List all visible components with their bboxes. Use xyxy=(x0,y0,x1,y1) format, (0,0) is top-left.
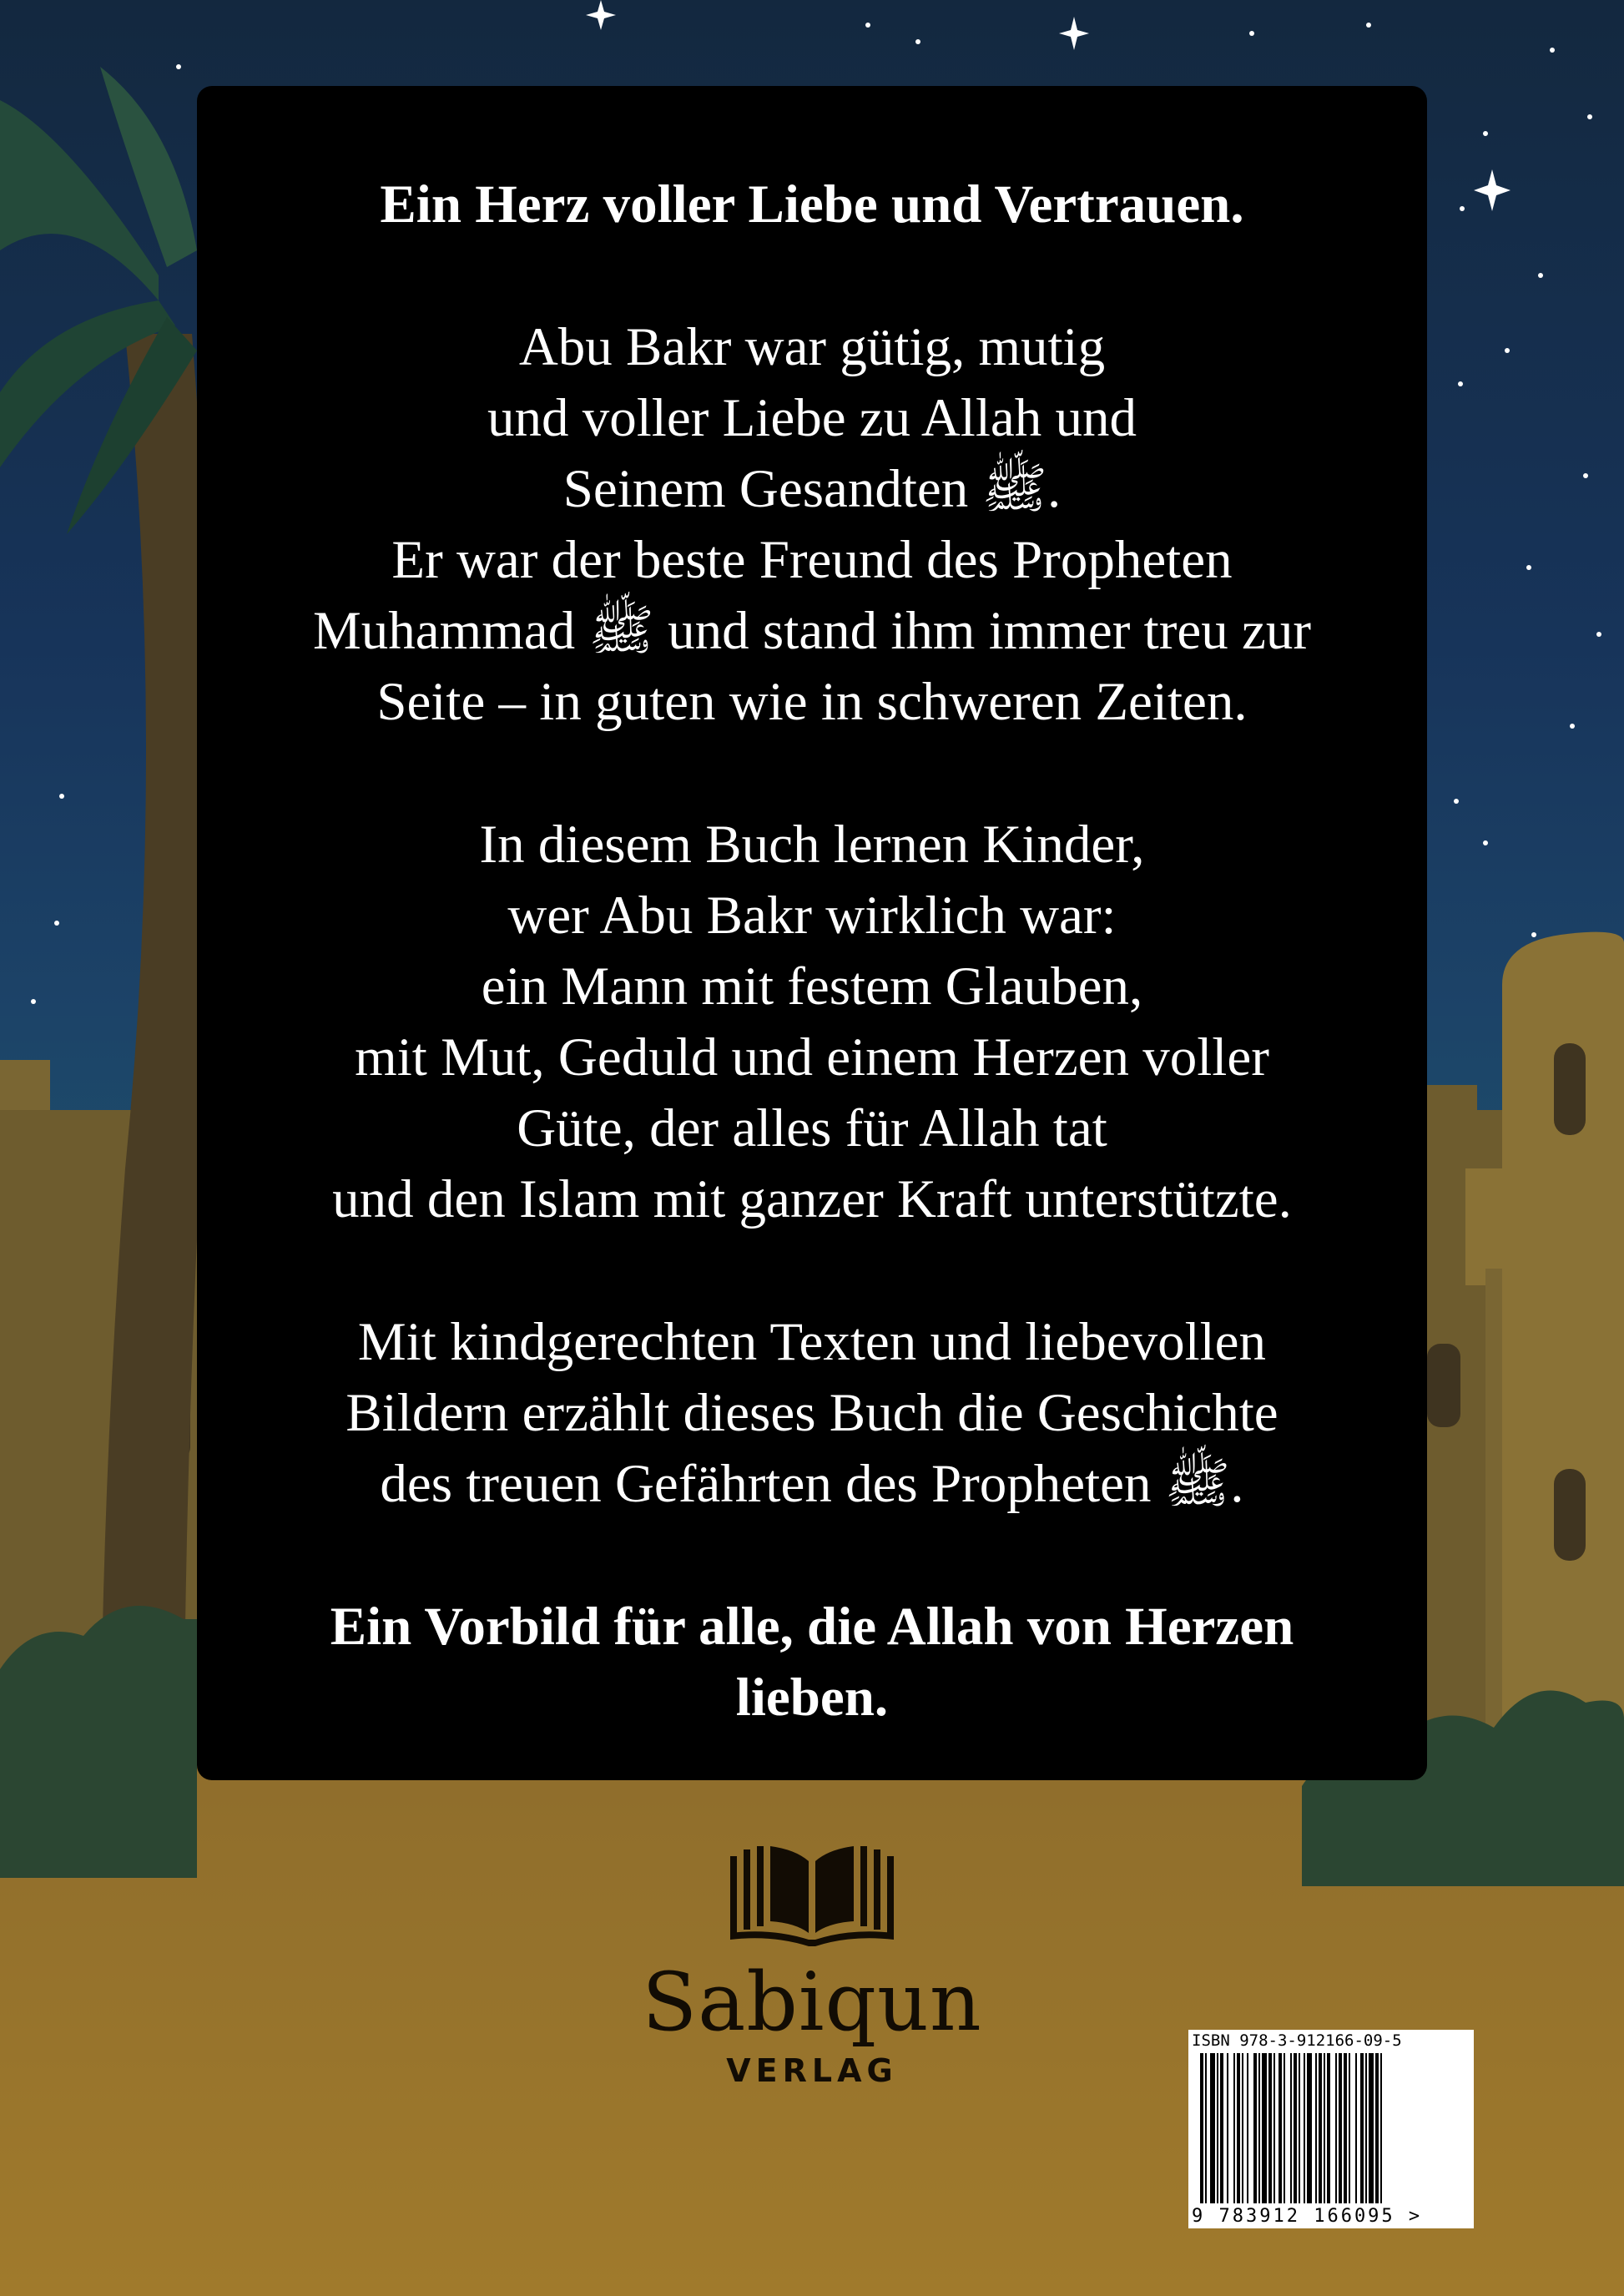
blurb-line: Bildern erzählt dieses Buch die Geschichte xyxy=(345,1383,1279,1443)
blurb-line: Güte, der alles für Allah tat xyxy=(517,1098,1107,1158)
blurb-closing xyxy=(330,1592,1294,1733)
blurb-line: Mit kindgerechten Texten und liebevollen xyxy=(357,1312,1267,1372)
blurb-paragraph-3 xyxy=(345,1307,1278,1520)
blurb-closing-line: Ein Vorbild für alle, die Allah von Herzen xyxy=(330,1597,1294,1657)
blurb-line: des treuen Gefährten des Propheten ﷺ. xyxy=(380,1454,1244,1514)
blurb-headline: Ein Herz voller Liebe und Vertrauen. xyxy=(380,174,1244,235)
barcode-bars xyxy=(1188,2030,1474,2228)
blurb-line: Seinem Gesandten ﷺ. xyxy=(562,459,1062,519)
blurb-line: Er war der beste Freund des Propheten xyxy=(391,530,1233,590)
blurb-line: wer Abu Bakr wirklich war: xyxy=(507,886,1117,946)
blurb-line: Abu Bakr war gütig, mutig xyxy=(518,317,1106,377)
isbn-digits: 9 783912 166095 > xyxy=(1192,2206,1423,2227)
blurb-line: mit Mut, Geduld und einem Herzen voller xyxy=(355,1027,1269,1087)
star-icon xyxy=(1474,169,1511,211)
blurb-line: ein Mann mit festem Glauben, xyxy=(481,956,1143,1017)
blurb-line: und voller Liebe zu Allah und xyxy=(487,388,1137,448)
blurb-line: Seite – in guten wie in schweren Zeiten. xyxy=(376,672,1248,732)
publisher-subtitle: VERLAG xyxy=(726,2052,898,2089)
star-icon xyxy=(1059,17,1089,50)
blurb-closing-line: lieben. xyxy=(735,1668,889,1728)
star-icon xyxy=(586,0,616,30)
isbn-label: ISBN 978-3-912166-09-5 xyxy=(1192,2031,1402,2050)
publisher-logo xyxy=(642,1846,982,2090)
blurb-line: und den Islam mit ganzer Kraft unterstützte. xyxy=(332,1169,1292,1229)
blurb-line: Muhammad ﷺ und stand ihm immer treu zur xyxy=(313,601,1311,661)
blurb-panel xyxy=(197,86,1427,1780)
blurb-line: In diesem Buch lernen Kinder, xyxy=(479,815,1145,875)
blurb-paragraph-1 xyxy=(313,312,1311,738)
open-book-icon xyxy=(730,1846,894,1946)
isbn-barcode xyxy=(1188,2030,1474,2228)
publisher-name: Sabiqun xyxy=(642,1955,982,2049)
blurb-paragraph-2 xyxy=(332,810,1292,1235)
